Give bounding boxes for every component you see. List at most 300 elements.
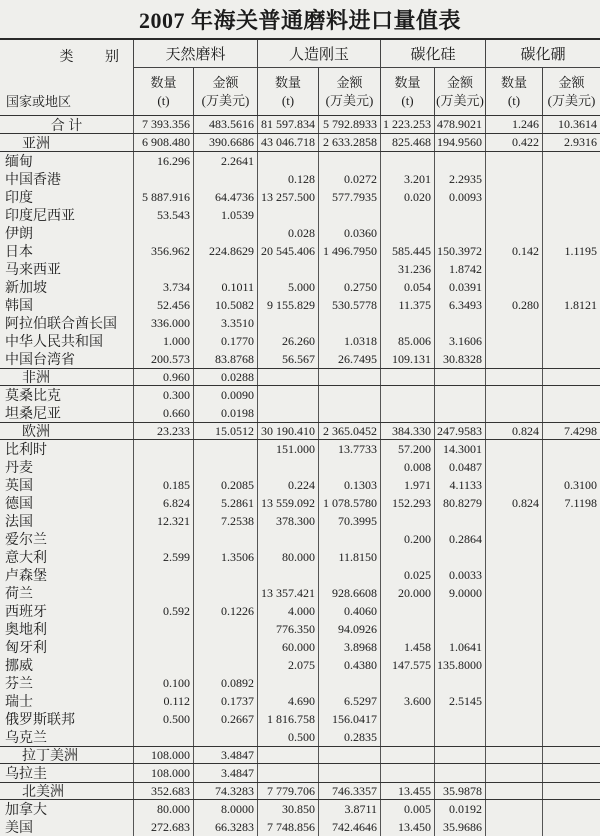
fused-alumina-amount-cell: 0.1303	[318, 476, 380, 494]
country-name: 法国	[5, 515, 33, 530]
silicon-carbide-quantity-cell: 85.006	[380, 332, 434, 350]
natural-abrasive-amount-cell: 0.1770	[193, 332, 257, 350]
silicon-carbide-amount-cell	[434, 602, 485, 620]
silicon-carbide-quantity-cell: 152.293	[380, 494, 434, 512]
silicon-carbide-quantity-cell: 31.236	[380, 260, 434, 278]
fused-alumina-amount-cell: 0.2835	[318, 728, 380, 746]
fused-alumina-quantity-cell: 13 357.421	[257, 584, 318, 602]
fused-alumina-quantity-cell	[257, 206, 318, 224]
natural-abrasive-quantity-cell: 3.734	[133, 278, 193, 296]
silicon-carbide-quantity-cell: 13.450	[380, 818, 434, 836]
country-name: 莫桑比克	[5, 389, 61, 404]
country-row	[0, 386, 600, 404]
silicon-carbide-amount-cell	[434, 728, 485, 746]
country-name: 荷兰	[5, 587, 33, 602]
natural-abrasive-amount-cell: 8.0000	[193, 800, 257, 818]
boron-carbide-amount-cell	[542, 710, 600, 728]
boron-carbide-quantity-cell	[485, 692, 542, 710]
silicon-carbide-amount-cell	[434, 747, 485, 763]
fused-alumina-quantity-cell: 13 559.092	[257, 494, 318, 512]
boron-carbide-quantity-cell	[485, 404, 542, 422]
fused-alumina-quantity-cell: 0.224	[257, 476, 318, 494]
silicon-carbide-quantity-cell	[380, 747, 434, 763]
amount-unit: (万美元)	[325, 92, 374, 108]
natural-abrasive-quantity-cell: 356.962	[133, 242, 193, 260]
boron-carbide-quantity-cell	[485, 369, 542, 385]
fused-alumina-amount-cell: 1.0318	[318, 332, 380, 350]
natural-abrasive-quantity-cell: 6 908.480	[133, 134, 193, 151]
natural-abrasive-quantity-cell	[133, 458, 193, 476]
boron-carbide-amount-cell	[542, 656, 600, 674]
fused-alumina-quantity-cell: 80.000	[257, 548, 318, 566]
silicon-carbide-quantity-cell: 3.201	[380, 170, 434, 188]
fused-alumina-amount-cell	[318, 458, 380, 476]
corner-header-cell	[0, 40, 133, 115]
natural-abrasive-quantity-cell: 80.000	[133, 800, 193, 818]
natural-abrasive-amount-cell	[193, 566, 257, 584]
boron-carbide-amount-cell: 1.1195	[542, 242, 600, 260]
natural-abrasive-quantity-cell: 0.112	[133, 692, 193, 710]
silicon-carbide-amount-cell: 194.9560	[434, 134, 485, 151]
fused-alumina-quantity-cell: 1 816.758	[257, 710, 318, 728]
fused-alumina-amount-cell: 26.7495	[318, 350, 380, 368]
fused-alumina-quantity-cell	[257, 152, 318, 170]
natural-abrasive-amount-cell: 0.2085	[193, 476, 257, 494]
boron-carbide-amount-cell	[542, 548, 600, 566]
country-name: 阿拉伯联合酋长国	[5, 317, 117, 332]
boron-carbide-quantity-cell	[485, 188, 542, 206]
silicon-carbide-amount-cell: 135.8000	[434, 656, 485, 674]
natural-abrasive-amount-cell: 0.0288	[193, 369, 257, 385]
country-row	[0, 458, 600, 476]
boron-carbide-quantity-cell	[485, 638, 542, 656]
country-row	[0, 728, 600, 746]
boron-carbide-amount-cell	[542, 332, 600, 350]
boron-carbide-amount-cell: 7.4298	[542, 423, 600, 439]
natural-abrasive-quantity-cell: 0.592	[133, 602, 193, 620]
fused-alumina-amount-cell	[318, 369, 380, 385]
fused-alumina-quantity-cell	[257, 260, 318, 278]
silicon-carbide-quantity-cell: 11.375	[380, 296, 434, 314]
silicon-carbide-quantity-cell	[380, 512, 434, 530]
fused-alumina-amount-cell: 11.8150	[318, 548, 380, 566]
boron-carbide-quantity-cell	[485, 620, 542, 638]
fused-alumina-amount-cell: 0.0272	[318, 170, 380, 188]
region-name: 欧洲	[22, 425, 50, 439]
silicon-carbide-amount-cell: 0.0487	[434, 458, 485, 476]
natural-abrasive-quantity-cell: 12.321	[133, 512, 193, 530]
boron-carbide-quantity-cell	[485, 314, 542, 332]
natural-abrasive-amount-cell: 64.4736	[193, 188, 257, 206]
country-row	[0, 188, 600, 206]
country-name: 印度	[5, 191, 33, 206]
country-row	[0, 404, 600, 422]
silicon-carbide-amount-cell	[434, 512, 485, 530]
country-name: 韩国	[5, 299, 33, 314]
boron-carbide-amount-cell	[542, 692, 600, 710]
silicon-carbide-amount-cell: 1.0641	[434, 638, 485, 656]
fused-alumina-quantity-cell	[257, 314, 318, 332]
country-name: 加拿大	[5, 803, 47, 818]
boron-carbide-amount-cell	[542, 566, 600, 584]
country-name: 匈牙利	[5, 641, 47, 656]
fused-alumina-quantity-cell	[257, 764, 318, 782]
boron-carbide-amount-cell	[542, 783, 600, 799]
silicon-carbide-quantity-cell	[380, 548, 434, 566]
silicon-carbide-amount-cell: 478.9021	[434, 116, 485, 133]
fused-alumina-quantity-cell: 2.075	[257, 656, 318, 674]
region-row	[0, 134, 600, 152]
amount-label: 金额	[336, 74, 363, 90]
quantity-unit: (t)	[157, 92, 170, 108]
silicon-carbide-quantity-cell: 384.330	[380, 423, 434, 439]
country-row	[0, 548, 600, 566]
boron-carbide-amount-cell: 10.3614	[542, 116, 600, 133]
country-name: 瑞士	[5, 695, 33, 710]
boron-carbide-quantity-cell	[485, 440, 542, 458]
silicon-carbide-quantity-cell	[380, 620, 434, 638]
country-row	[0, 620, 600, 638]
country-row	[0, 764, 600, 782]
country-name: 俄罗斯联邦	[5, 713, 75, 728]
fused-alumina-amount-cell: 0.4380	[318, 656, 380, 674]
fused-alumina-quantity-cell	[257, 530, 318, 548]
country-row	[0, 242, 600, 260]
boron-carbide-amount-cell	[542, 602, 600, 620]
quantity-label: 数量	[274, 74, 301, 90]
country-name: 丹麦	[5, 461, 33, 476]
country-name: 坦桑尼亚	[5, 407, 61, 422]
silicon-carbide-quantity-cell: 20.000	[380, 584, 434, 602]
natural-abrasive-amount-cell: 0.1737	[193, 692, 257, 710]
boron-carbide-quantity-cell	[485, 674, 542, 692]
country-name: 奥地利	[5, 623, 47, 638]
natural-abrasive-amount-cell: 0.0198	[193, 404, 257, 422]
fused-alumina-amount-cell: 5 792.8933	[318, 116, 380, 133]
fused-alumina-amount-cell: 94.0926	[318, 620, 380, 638]
silicon-carbide-quantity-cell: 0.054	[380, 278, 434, 296]
total-row	[0, 116, 600, 134]
boron-carbide-amount-cell	[542, 369, 600, 385]
fused-alumina-amount-cell: 746.3357	[318, 783, 380, 799]
silicon-carbide-amount-cell	[434, 386, 485, 404]
region-row	[0, 782, 600, 800]
fused-alumina-quantity-cell	[257, 458, 318, 476]
silicon-carbide-quantity-cell	[380, 314, 434, 332]
natural-abrasive-amount-cell: 0.2667	[193, 710, 257, 728]
country-name: 乌拉圭	[5, 767, 47, 782]
silicon-carbide-amount-cell: 6.3493	[434, 296, 485, 314]
quantity-label: 数量	[150, 74, 177, 90]
country-name: 比利时	[5, 443, 47, 458]
quantity-unit: (t)	[281, 92, 295, 108]
boron-carbide-quantity-cell	[485, 476, 542, 494]
silicon-carbide-amount-cell: 0.0033	[434, 566, 485, 584]
country-row	[0, 314, 600, 332]
boron-carbide-amount-cell	[542, 764, 600, 782]
boron-carbide-quantity-cell	[485, 224, 542, 242]
fused-alumina-quantity-cell: 43 046.718	[257, 134, 318, 151]
country-name: 乌克兰	[5, 731, 47, 746]
fused-alumina-quantity-cell	[257, 674, 318, 692]
natural-abrasive-quantity-cell: 0.300	[133, 386, 193, 404]
natural-abrasive-amount-cell: 3.4847	[193, 764, 257, 782]
natural-abrasive-amount-cell	[193, 656, 257, 674]
silicon-carbide-amount-cell: 4.1133	[434, 476, 485, 494]
boron-carbide-amount-cell	[542, 800, 600, 818]
boron-carbide-quantity-cell	[485, 458, 542, 476]
natural-abrasive-quantity-cell: 5 887.916	[133, 188, 193, 206]
country-name: 爱尔兰	[5, 533, 47, 548]
fused-alumina-quantity-cell: 13 257.500	[257, 188, 318, 206]
natural-abrasive-quantity-cell	[133, 638, 193, 656]
boron-carbide-quantity-cell	[485, 710, 542, 728]
country-row	[0, 350, 600, 368]
country-name: 中国台湾省	[5, 353, 75, 368]
fused-alumina-quantity-cell: 4.690	[257, 692, 318, 710]
import-table	[0, 38, 600, 836]
fused-alumina-quantity-cell: 0.128	[257, 170, 318, 188]
fused-alumina-amount-cell	[318, 764, 380, 782]
country-row	[0, 476, 600, 494]
boron-carbide-quantity-cell	[485, 783, 542, 799]
region-name: 北美洲	[22, 785, 64, 799]
fused-alumina-amount-cell: 156.0417	[318, 710, 380, 728]
boron-carbide-amount-cell	[542, 440, 600, 458]
fused-alumina-amount-cell	[318, 260, 380, 278]
fused-alumina-quantity-cell: 151.000	[257, 440, 318, 458]
natural-abrasive-amount-cell: 2.2641	[193, 152, 257, 170]
country-row	[0, 152, 600, 170]
silicon-carbide-quantity-cell: 0.025	[380, 566, 434, 584]
silicon-carbide-quantity-cell	[380, 674, 434, 692]
boron-carbide-quantity-cell	[485, 800, 542, 818]
silicon-carbide-amount-cell: 30.8328	[434, 350, 485, 368]
boron-carbide-quantity-cell	[485, 530, 542, 548]
fused-alumina-amount-cell: 742.4646	[318, 818, 380, 836]
natural-abrasive-quantity-cell	[133, 530, 193, 548]
fused-alumina-quantity-cell: 20 545.406	[257, 242, 318, 260]
silicon-carbide-quantity-cell: 3.600	[380, 692, 434, 710]
amount-header-cell	[193, 68, 257, 115]
fused-alumina-quantity-cell	[257, 404, 318, 422]
fused-alumina-amount-cell: 2 365.0452	[318, 423, 380, 439]
natural-abrasive-quantity-cell: 16.296	[133, 152, 193, 170]
natural-abrasive-quantity-cell: 272.683	[133, 818, 193, 836]
boron-carbide-quantity-cell	[485, 764, 542, 782]
region-name: 非洲	[22, 371, 50, 385]
silicon-carbide-quantity-cell	[380, 404, 434, 422]
silicon-carbide-amount-cell: 3.1606	[434, 332, 485, 350]
fused-alumina-quantity-cell: 81 597.834	[257, 116, 318, 133]
natural-abrasive-quantity-cell	[133, 728, 193, 746]
fused-alumina-quantity-cell: 9 155.829	[257, 296, 318, 314]
quantity-label: 数量	[500, 74, 527, 90]
boron-carbide-amount-cell	[542, 747, 600, 763]
natural-abrasive-quantity-cell	[133, 170, 193, 188]
boron-carbide-amount-cell	[542, 224, 600, 242]
country-name: 马来西亚	[5, 263, 61, 278]
silicon-carbide-amount-cell	[434, 548, 485, 566]
country-row	[0, 440, 600, 458]
quantity-header-cell	[485, 68, 542, 115]
boron-carbide-amount-cell	[542, 152, 600, 170]
natural-abrasive-quantity-cell: 352.683	[133, 783, 193, 799]
fused-alumina-quantity-cell: 26.260	[257, 332, 318, 350]
fused-alumina-quantity-cell	[257, 747, 318, 763]
fused-alumina-quantity-cell	[257, 369, 318, 385]
boron-carbide-quantity-cell	[485, 152, 542, 170]
country-name: 中国香港	[5, 173, 61, 188]
natural-abrasive-amount-cell: 1.3506	[193, 548, 257, 566]
boron-carbide-amount-cell	[542, 260, 600, 278]
silicon-carbide-amount-cell: 9.0000	[434, 584, 485, 602]
fused-alumina-amount-cell: 1 078.5780	[318, 494, 380, 512]
silicon-carbide-amount-cell	[434, 206, 485, 224]
country-row	[0, 278, 600, 296]
boron-carbide-quantity-cell	[485, 548, 542, 566]
quantity-header-cell	[380, 68, 434, 115]
fused-alumina-quantity-cell	[257, 566, 318, 584]
fused-alumina-amount-cell: 0.4060	[318, 602, 380, 620]
country-row	[0, 530, 600, 548]
country-name: 日本	[5, 245, 33, 260]
natural-abrasive-amount-cell	[193, 728, 257, 746]
group-header-natural-abrasive: 天然磨料	[133, 40, 257, 67]
natural-abrasive-quantity-cell: 0.960	[133, 369, 193, 385]
natural-abrasive-amount-cell	[193, 170, 257, 188]
fused-alumina-amount-cell: 1 496.7950	[318, 242, 380, 260]
table-body	[0, 116, 600, 836]
country-row	[0, 332, 600, 350]
natural-abrasive-quantity-cell	[133, 440, 193, 458]
natural-abrasive-quantity-cell: 1.000	[133, 332, 193, 350]
silicon-carbide-amount-cell: 35.9878	[434, 783, 485, 799]
country-name: 新加坡	[5, 281, 47, 296]
silicon-carbide-amount-cell: 0.0391	[434, 278, 485, 296]
region-column-label: 国家或地区	[6, 94, 72, 109]
boron-carbide-amount-cell	[542, 818, 600, 836]
silicon-carbide-quantity-cell: 1 223.253	[380, 116, 434, 133]
natural-abrasive-amount-cell: 224.8629	[193, 242, 257, 260]
country-row	[0, 710, 600, 728]
quantity-unit: (t)	[507, 92, 521, 108]
boron-carbide-amount-cell	[542, 170, 600, 188]
quantity-header-cell	[257, 68, 318, 115]
boron-carbide-amount-cell	[542, 350, 600, 368]
country-name: 伊朗	[5, 227, 33, 242]
boron-carbide-amount-cell	[542, 674, 600, 692]
boron-carbide-quantity-cell	[485, 332, 542, 350]
natural-abrasive-quantity-cell	[133, 224, 193, 242]
boron-carbide-amount-cell: 0.3100	[542, 476, 600, 494]
country-row	[0, 638, 600, 656]
fused-alumina-amount-cell: 0.0360	[318, 224, 380, 242]
boron-carbide-quantity-cell: 0.142	[485, 242, 542, 260]
quantity-header-cell	[133, 68, 193, 115]
quantity-unit: (t)	[401, 92, 414, 108]
boron-carbide-quantity-cell: 0.824	[485, 423, 542, 439]
boron-carbide-quantity-cell: 0.422	[485, 134, 542, 151]
country-name: 卢森堡	[5, 569, 47, 584]
natural-abrasive-quantity-cell	[133, 260, 193, 278]
country-name: 德国	[5, 497, 33, 512]
boron-carbide-amount-cell	[542, 620, 600, 638]
country-row	[0, 800, 600, 818]
silicon-carbide-amount-cell	[434, 152, 485, 170]
fused-alumina-quantity-cell: 56.567	[257, 350, 318, 368]
silicon-carbide-quantity-cell	[380, 206, 434, 224]
amount-label: 金额	[558, 74, 585, 90]
silicon-carbide-amount-cell: 0.0192	[434, 800, 485, 818]
boron-carbide-amount-cell	[542, 584, 600, 602]
natural-abrasive-amount-cell	[193, 260, 257, 278]
region-row	[0, 422, 600, 440]
silicon-carbide-amount-cell: 14.3001	[434, 440, 485, 458]
silicon-carbide-quantity-cell	[380, 152, 434, 170]
natural-abrasive-amount-cell: 5.2861	[193, 494, 257, 512]
silicon-carbide-quantity-cell: 1.971	[380, 476, 434, 494]
amount-header-cell	[318, 68, 380, 115]
group-header-silicon-carbide: 碳化硅	[380, 40, 485, 67]
fused-alumina-amount-cell	[318, 530, 380, 548]
country-row	[0, 296, 600, 314]
silicon-carbide-quantity-cell: 13.455	[380, 783, 434, 799]
natural-abrasive-amount-cell: 0.1011	[193, 278, 257, 296]
natural-abrasive-amount-cell	[193, 458, 257, 476]
boron-carbide-quantity-cell	[485, 818, 542, 836]
silicon-carbide-amount-cell: 35.9686	[434, 818, 485, 836]
group-header-row	[133, 40, 600, 68]
region-name: 拉丁美洲	[22, 749, 78, 763]
natural-abrasive-quantity-cell: 53.543	[133, 206, 193, 224]
country-row	[0, 818, 600, 836]
silicon-carbide-quantity-cell: 0.200	[380, 530, 434, 548]
natural-abrasive-quantity-cell: 52.456	[133, 296, 193, 314]
silicon-carbide-quantity-cell: 0.008	[380, 458, 434, 476]
natural-abrasive-quantity-cell: 200.573	[133, 350, 193, 368]
fused-alumina-amount-cell: 70.3995	[318, 512, 380, 530]
fused-alumina-amount-cell: 13.7733	[318, 440, 380, 458]
group-header-boron-carbide: 碳化硼	[485, 40, 600, 67]
category-label: 类 别	[59, 50, 119, 65]
boron-carbide-quantity-cell: 0.280	[485, 296, 542, 314]
amount-unit: (万美元)	[201, 92, 250, 108]
boron-carbide-amount-cell: 7.1198	[542, 494, 600, 512]
country-name: 西班牙	[5, 605, 47, 620]
country-row	[0, 566, 600, 584]
natural-abrasive-quantity-cell	[133, 656, 193, 674]
boron-carbide-quantity-cell: 0.824	[485, 494, 542, 512]
country-row	[0, 584, 600, 602]
boron-carbide-quantity-cell: 1.246	[485, 116, 542, 133]
boron-carbide-amount-cell	[542, 188, 600, 206]
boron-carbide-amount-cell	[542, 314, 600, 332]
natural-abrasive-quantity-cell: 7 393.356	[133, 116, 193, 133]
natural-abrasive-amount-cell: 3.3510	[193, 314, 257, 332]
amount-label: 金额	[446, 74, 473, 90]
silicon-carbide-amount-cell	[434, 224, 485, 242]
country-name: 英国	[5, 479, 33, 494]
fused-alumina-quantity-cell: 60.000	[257, 638, 318, 656]
natural-abrasive-amount-cell	[193, 620, 257, 638]
natural-abrasive-quantity-cell: 0.100	[133, 674, 193, 692]
boron-carbide-quantity-cell	[485, 584, 542, 602]
fused-alumina-amount-cell	[318, 404, 380, 422]
amount-unit: (万美元)	[436, 92, 484, 108]
amount-header-cell	[542, 68, 600, 115]
natural-abrasive-amount-cell: 83.8768	[193, 350, 257, 368]
